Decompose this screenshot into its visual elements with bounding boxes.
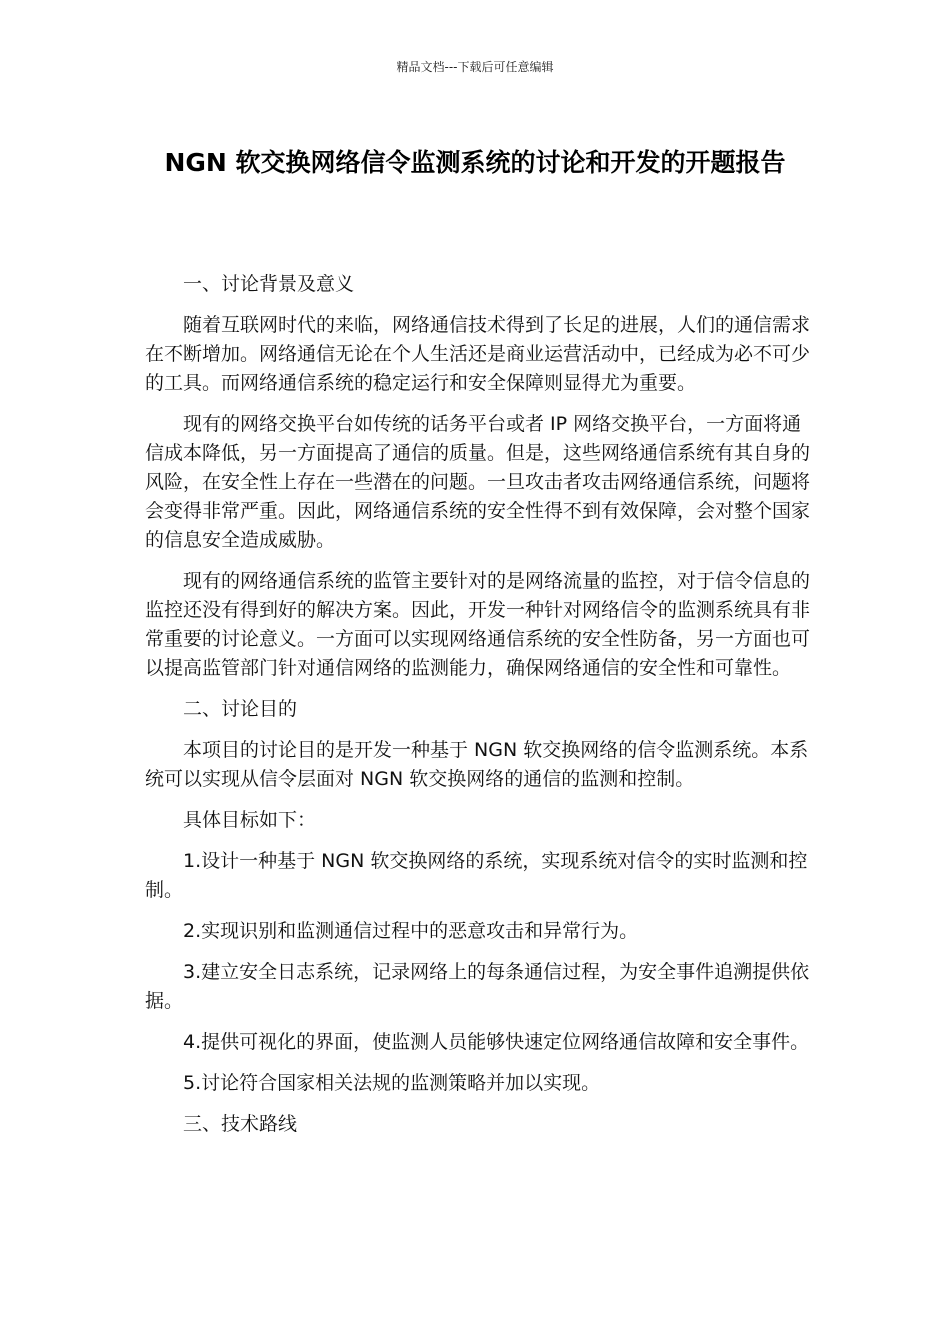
paragraph-background-2: 现有的网络交换平台如传统的话务平台或者 IP 网络交换平台，一方面将通信成本降低，另一方面提高了通信的质量。但是，这些网络通信系统有其自身的风险，在安全性上存在一些潜在的问题。一旦攻击者攻击网络通信系统，问题将会变得非常严重。因此，网络通信系统的安全性得不到有效保障，会对整个国家的信息安全造成威胁。 [145, 413, 811, 551]
section-heading-purpose: 二、讨论目的 [183, 698, 298, 720]
section-heading-technical-route: 三、技术路线 [183, 1113, 298, 1135]
section-heading-background: 一、讨论背景及意义 [183, 273, 355, 295]
document-body [145, 270, 813, 1151]
goal-item-3: 3.建立安全日志系统，记录网络上的每条通信过程，为安全事件追溯提供依据。 [145, 961, 810, 1012]
paragraph-goals-intro: 具体目标如下： [183, 809, 317, 831]
paragraph-purpose: 本项目的讨论目的是开发一种基于 NGN 软交换网络的信令监测系统。本系统可以实现从信令层面对 NGN 软交换网络的通信的监测和控制。 [145, 739, 809, 790]
document-title: NGN 软交换网络信令监测系统的讨论和开发的开题报告 [164, 148, 786, 177]
goal-item-2: 2.实现识别和监测通信过程中的恶意攻击和异常行为。 [183, 920, 639, 942]
goal-item-5: 5.讨论符合国家相关法规的监测策略并加以实现。 [183, 1072, 601, 1094]
goal-item-4: 4.提供可视化的界面，使监测人员能够快速定位网络通信故障和安全事件。 [183, 1031, 810, 1053]
goal-item-1: 1.设计一种基于 NGN 软交换网络的系统，实现系统对信令的实时监测和控制。 [145, 850, 808, 901]
paragraph-background-1: 随着互联网时代的来临，网络通信技术得到了长足的进展，人们的通信需求在不断增加。网络通信无论在个人生活还是商业运营活动中，已经成为必不可少的工具。而网络通信系统的稳定运行和安全保障则显得尤为重要。 [145, 314, 811, 394]
header-note: 精品文档---下载后可任意编辑 [396, 60, 554, 74]
paragraph-background-3: 现有的网络通信系统的监管主要针对的是网络流量的监控，对于信令信息的监控还没有得到好的解决方案。因此，开发一种针对网络信令的监测系统具有非常重要的讨论意义。一方面可以实现网络通信系统的安全性防备，另一方面也可以提高监管部门针对通信网络的监测能力，确保网络通信的安全性和可靠性。 [145, 570, 811, 679]
